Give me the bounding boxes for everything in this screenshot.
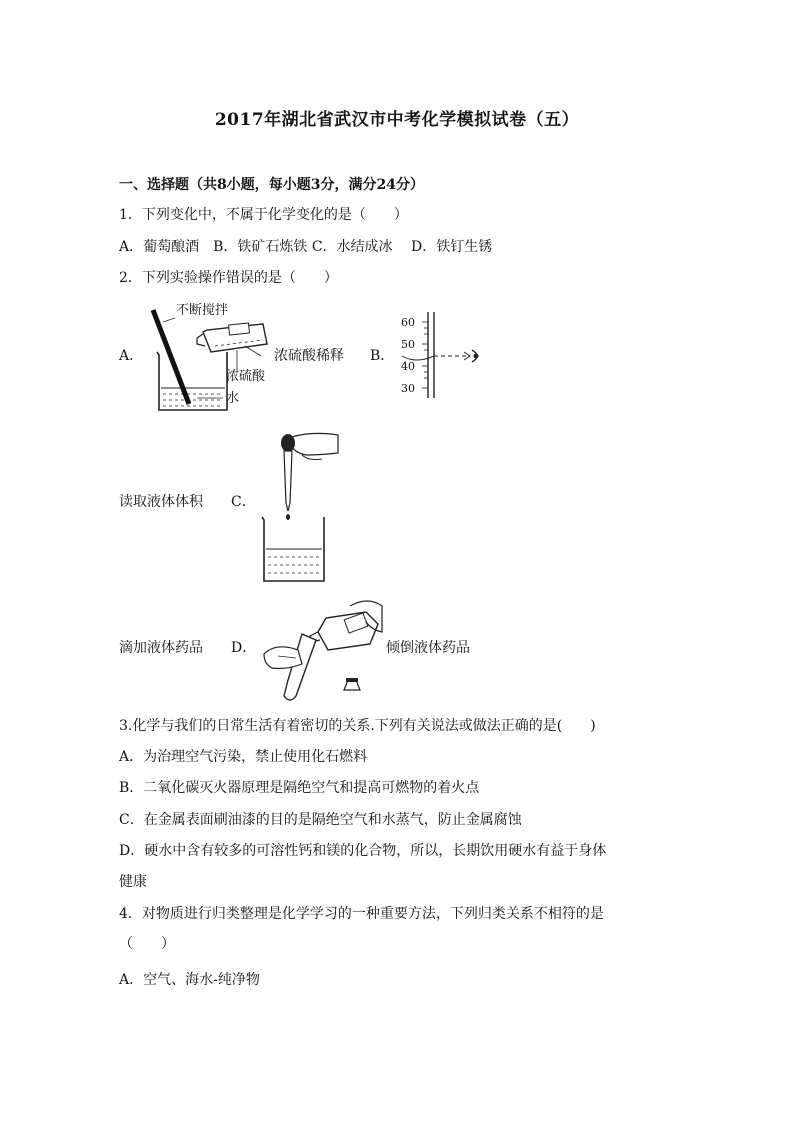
water-label: 水 <box>226 391 240 406</box>
page-title: 2017年湖北省武汉市中考化学模拟试卷（五） <box>214 110 580 130</box>
drop-liquid-caption: 滴加液体药品 <box>119 640 203 656</box>
q4-stem-line1: 4．对物质进行归类整理是化学学习的一种重要方法，下列归类关系不相符的是 <box>119 906 604 922</box>
q3-option-c: C．在金属表面刷油漆的目的是隔绝空气和水蒸气，防止金属腐蚀 <box>119 812 522 828</box>
cyl-tick-40: 40 <box>401 360 415 373</box>
cyl-tick-30: 30 <box>401 382 415 395</box>
pouring-figure <box>262 592 386 704</box>
cyl-tick-50: 50 <box>401 338 415 351</box>
q2-option-c-letter: C． <box>231 494 256 510</box>
q2-option-b-letter: B． <box>370 348 395 364</box>
cyl-tick-60: 60 <box>401 316 415 329</box>
dilution-caption: 浓硫酸稀释 <box>274 348 344 364</box>
dropper-figure <box>262 425 344 585</box>
q4-option-a: A．空气、海水-纯净物 <box>119 972 260 988</box>
q2-stem: 2．下列实验操作错误的是（ ） <box>119 270 338 286</box>
q2-option-a-letter: A． <box>119 348 144 364</box>
read-volume-caption: 读取液体体积 <box>119 494 203 510</box>
q3-option-a: A．为治理空气污染，禁止使用化石燃料 <box>119 749 368 765</box>
stir-label: 不断搅拌 <box>176 303 229 318</box>
q4-stem-line2: （ ） <box>119 936 175 952</box>
q3-stem: 3.化学与我们的日常生活有着密切的关系.下列有关说法或做法正确的是( ) <box>119 718 596 734</box>
section-heading: 一、选择题（共8小题，每小题3分，满分24分） <box>119 177 424 193</box>
pour-liquid-caption: 倾倒液体药品 <box>386 640 470 656</box>
conc-acid-label: 浓硫酸 <box>226 369 266 384</box>
q1-options: A．葡萄酿酒 B．铁矿石炼铁 C．水结成冰 D．铁钉生锈 <box>119 239 493 255</box>
q3-option-d-line2: 健康 <box>119 874 147 890</box>
q2-option-d-letter: D． <box>231 640 257 656</box>
q3-option-b: B．二氧化碳灭火器原理是隔绝空气和提高可燃物的着火点 <box>119 780 480 796</box>
q3-option-d-line1: D．硬水中含有较多的可溶性钙和镁的化合物，所以，长期饮用硬水有益于身体 <box>119 843 607 859</box>
q1-stem: 1．下列变化中，不属于化学变化的是（ ） <box>119 207 408 223</box>
